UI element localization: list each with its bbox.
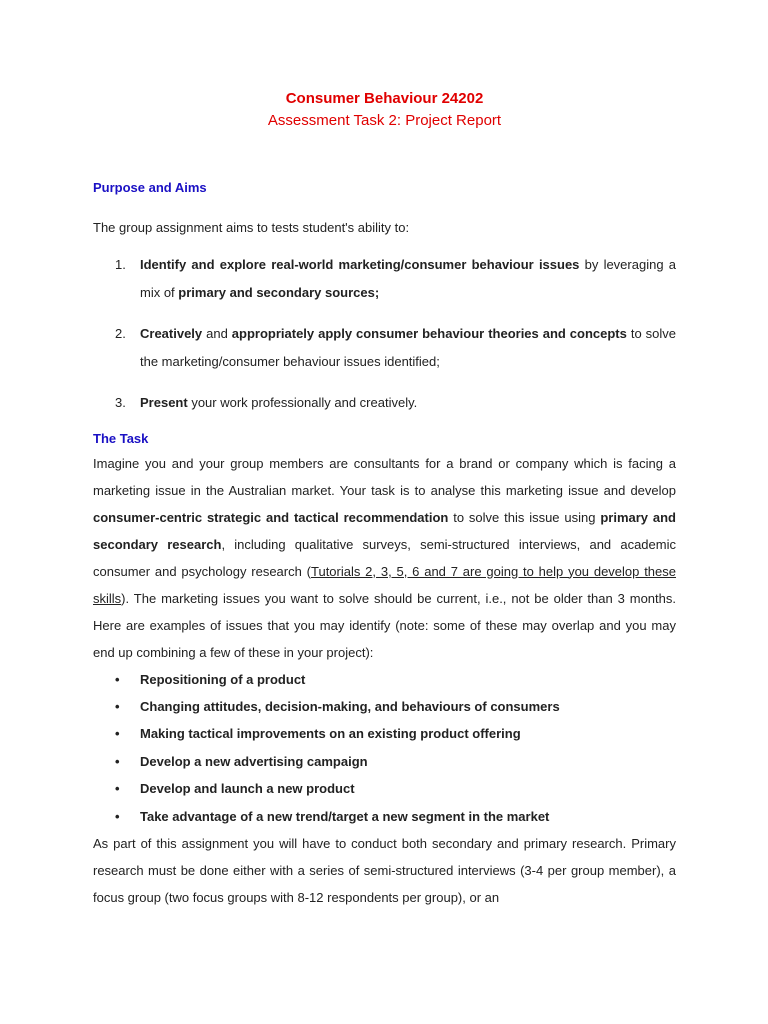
issue-item: • Develop a new advertising campaign xyxy=(93,748,676,775)
purpose-intro: The group assignment aims to tests student's ability to: xyxy=(93,220,410,235)
aim-number-2: 2. xyxy=(115,326,126,341)
aim-number-1: 1. xyxy=(115,257,126,272)
task-paragraph-1: Imagine you and your group members are consultants for a brand or company which is facing a marketing issue in the Australian market. Your task is to analyse this marketing issue and develop consumer-centric strategic and tactical recommendation to solve this issue using primary and secondary research, including qualitative surveys, semi-structured interviews, and academic consumer and psychology research (Tutorials 2, 3, 5, 6 and 7 are going to help you develop these skills). The marketing issues you want to solve should be current, i.e., not be older than 3 months. Here are examples of issues that you may identify (note: some of these may overlap and you may end up combining a few of these in your project): xyxy=(93,455,676,660)
task-paragraph-2: As part of this assignment you will have to conduct both secondary and primary research. Primary research must be done either with a series of semi-structured interviews (3-4 per group member), a focus group (two focus groups with 8-12 respondents per group), or an xyxy=(93,835,676,905)
bullet-icon: • xyxy=(115,753,120,769)
aim-item-3: 3. Present your work professionally and creatively. xyxy=(93,389,676,417)
document-title-block xyxy=(93,88,676,132)
issue-item: • Develop and launch a new product xyxy=(93,775,676,802)
purpose-heading: Purpose and Aims xyxy=(93,180,207,195)
issue-item: • Changing attitudes, decision-making, and behaviours of consumers xyxy=(93,693,676,720)
bullet-icon: • xyxy=(115,726,120,742)
aim-number-3: 3. xyxy=(115,395,126,410)
document-page xyxy=(93,88,676,911)
aim-item-1: 1. Identify and explore real-world marketing/consumer behaviour issues by leveraging a mix of primary and secondary sources; xyxy=(93,251,676,306)
bullet-icon: • xyxy=(115,781,120,797)
course-title: Consumer Behaviour 24202 xyxy=(285,90,484,107)
bullet-icon: • xyxy=(115,671,120,687)
aims-list xyxy=(93,251,676,417)
aim-item-2: 2. Creatively and appropriately apply consumer behaviour theories and concepts to solve the marketing/consumer behaviour issues identified; xyxy=(93,320,676,375)
task-title: Assessment Task 2: Project Report xyxy=(267,112,502,129)
tutorials-link[interactable]: Tutorials 2, 3, 5, 6 and 7 are going to help you develop these skills xyxy=(93,563,676,606)
task-heading: The Task xyxy=(93,430,149,446)
issue-item: • Repositioning of a product xyxy=(93,666,676,693)
issues-list xyxy=(93,666,676,830)
issue-item: • Making tactical improvements on an existing product offering xyxy=(93,720,676,747)
issue-item: • Take advantage of a new trend/target a new segment in the market xyxy=(93,803,676,830)
bullet-icon: • xyxy=(115,808,120,824)
bullet-icon: • xyxy=(115,698,120,714)
